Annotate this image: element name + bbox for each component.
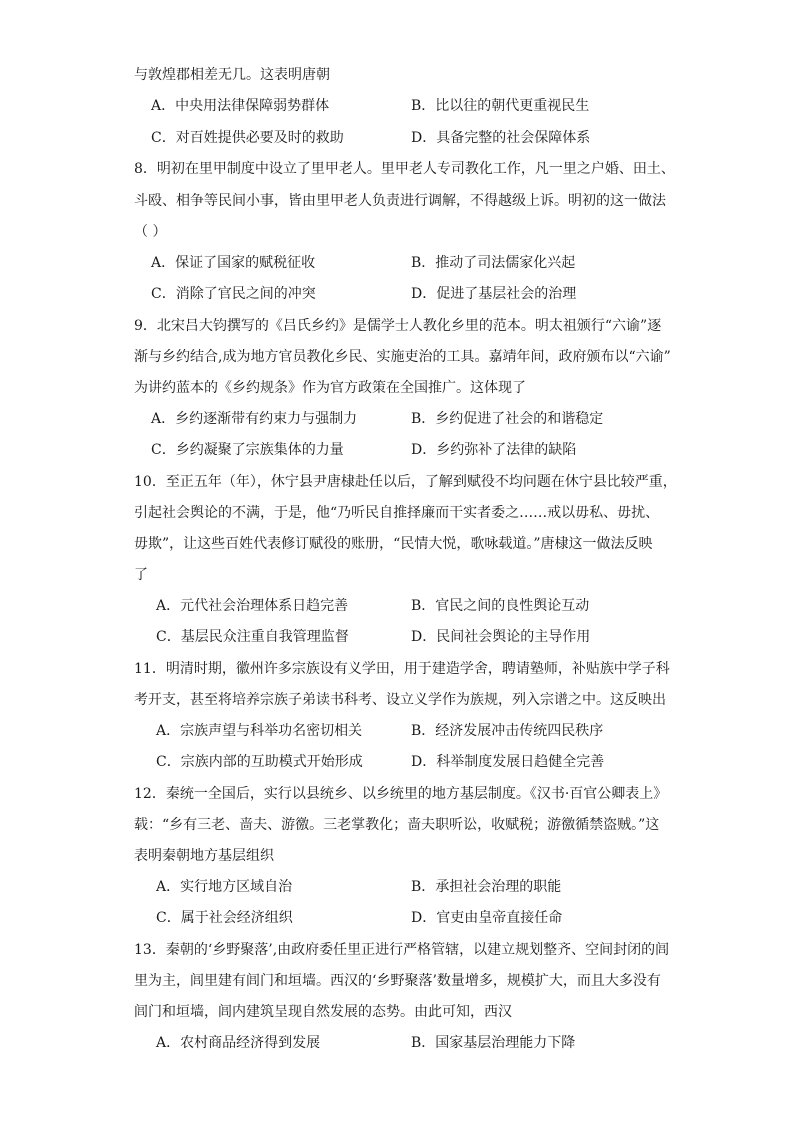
q12-stem-line: 表明秦朝地方基层组织 (134, 848, 274, 864)
q10-option-b[interactable]: B．官民之间的良性舆论互动 (411, 598, 590, 614)
q9-stem-line: 9．北宋吕大钧撰写的《吕氏乡约》是儒学士人教化乡里的范本。明太祖颁行“六谕”逐 (134, 318, 662, 334)
q13-stem-line: 13．秦朝的‘乡野聚落’,由政府委任里正进行严格管辖，以建立规划整齐、空间封闭的闾 (134, 942, 670, 958)
q10-option-c[interactable]: C．基层民众注重自我管理监督 (156, 629, 349, 645)
q8-stem-line: 8．明初在里甲制度中设立了里甲老人。里甲老人专司教化工作，凡一里之户婚、田土、 (134, 161, 675, 177)
q7-option-c[interactable]: C．对百姓提供必要及时的救助 (151, 130, 344, 146)
q12-stem-line: 载：“乡有三老、啬夫、游徼。三老掌教化；啬夫职听讼，收赋税；游徼循禁盗贼。”这 (134, 817, 660, 833)
q7-option-b[interactable]: B．比以往的朝代更重视民生 (411, 98, 590, 114)
q11-option-c[interactable]: C．宗族内部的互助模式开始形成 (156, 754, 363, 770)
q8-option-a[interactable]: A．保证了国家的赋税征收 (151, 255, 316, 271)
q12-stem-line: 12．秦统一全国后，实行以县统乡、以乡统里的地方基层制度。《汉书·百官公卿表上》 (134, 786, 668, 802)
q13-option-b[interactable]: B．国家基层治理能力下降 (411, 1035, 576, 1051)
q8-answer-blank: （ ） (134, 224, 167, 240)
q10-option-d[interactable]: D．民间社会舆论的主导作用 (411, 629, 591, 645)
q10-option-a[interactable]: A．元代社会治理体系日趋完善 (156, 598, 349, 614)
q12-option-c[interactable]: C．属于社会经济组织 (156, 910, 293, 926)
q7-option-d[interactable]: D．具备完整的社会保障体系 (411, 130, 591, 146)
q12-option-a[interactable]: A．实行地方区域自治 (156, 879, 293, 895)
q11-option-b[interactable]: B．经济发展冲击传统四民秩序 (411, 723, 604, 739)
q7-option-a[interactable]: A．中央用法律保障弱势群体 (151, 98, 330, 114)
q11-stem-line: 11．明清时期，徽州许多宗族设有义学田，用于建造学舍，聘请塾师，补贴族中学子科 (134, 661, 670, 677)
q9-option-d[interactable]: D．乡约弥补了法律的缺陷 (411, 442, 577, 458)
q9-option-a[interactable]: A．乡约逐渐带有约束力与强制力 (151, 411, 358, 427)
q8-option-b[interactable]: B．推动了司法儒家化兴起 (411, 255, 576, 271)
q9-stem-line: 渐与乡约结合,成为地方官员教化乡民、实施吏治的工具。嘉靖年间，政府颁布以“六谕” (134, 349, 671, 365)
q10-stem-line: 毋欺”，让这些百姓代表修订赋役的账册，“民情大悦，歌咏载道。”唐棣这一做法反映 (134, 536, 653, 552)
q8-option-c[interactable]: C．消除了官民之间的冲突 (151, 286, 316, 302)
q8-option-d[interactable]: D．促进了基层社会的治理 (411, 286, 577, 302)
q10-stem-line: 了 (134, 567, 148, 583)
q12-option-b[interactable]: B．承担社会治理的职能 (411, 879, 562, 895)
q9-option-b[interactable]: B．乡约促进了社会的和谐稳定 (411, 411, 604, 427)
q12-option-d[interactable]: D．官吏由皇帝直接任命 (411, 910, 563, 926)
q11-option-d[interactable]: D．科举制度发展日趋健全完善 (411, 754, 605, 770)
q10-stem-line: 10．至正五年（年），休宁县尹唐棣赴任以后，了解到赋役不均问题在休宁县比较严重， (134, 474, 677, 490)
q10-stem-line: 引起社会舆论的不满，于是，他“乃听民自推择廉而干实者委之……戒以毋私、毋扰、 (134, 505, 660, 521)
q7-stem-line: 与敦煌郡相差无几。这表明唐朝 (134, 67, 330, 83)
q9-stem-line: 为讲约蓝本的《乡约规条》作为官方政策在全国推广。这体现了 (134, 380, 526, 396)
q13-option-a[interactable]: A．农村商品经济得到发展 (156, 1035, 321, 1051)
q11-option-a[interactable]: A．宗族声望与科举功名密切相关 (156, 723, 363, 739)
q13-stem-line: 闾门和垣墙，闾内建筑呈现自然发展的态势。由此可知，西汉 (134, 1004, 512, 1020)
q11-stem-line: 考开支，甚至将培养宗族子弟读书科考、设立义学作为族规，列入宗谱之中。这反映出 (134, 692, 666, 708)
q8-stem-line: 斗殴、相争等民间小事，皆由里甲老人负责进行调解，不得越级上诉。明初的这一做法 (134, 193, 666, 209)
q13-stem-line: 里为主，闾里建有闾门和垣墙。西汉的‘乡野聚落’数量增多，规模扩大，而且大多没有 (134, 973, 661, 989)
q9-option-c[interactable]: C．乡约凝聚了宗族集体的力量 (151, 442, 344, 458)
